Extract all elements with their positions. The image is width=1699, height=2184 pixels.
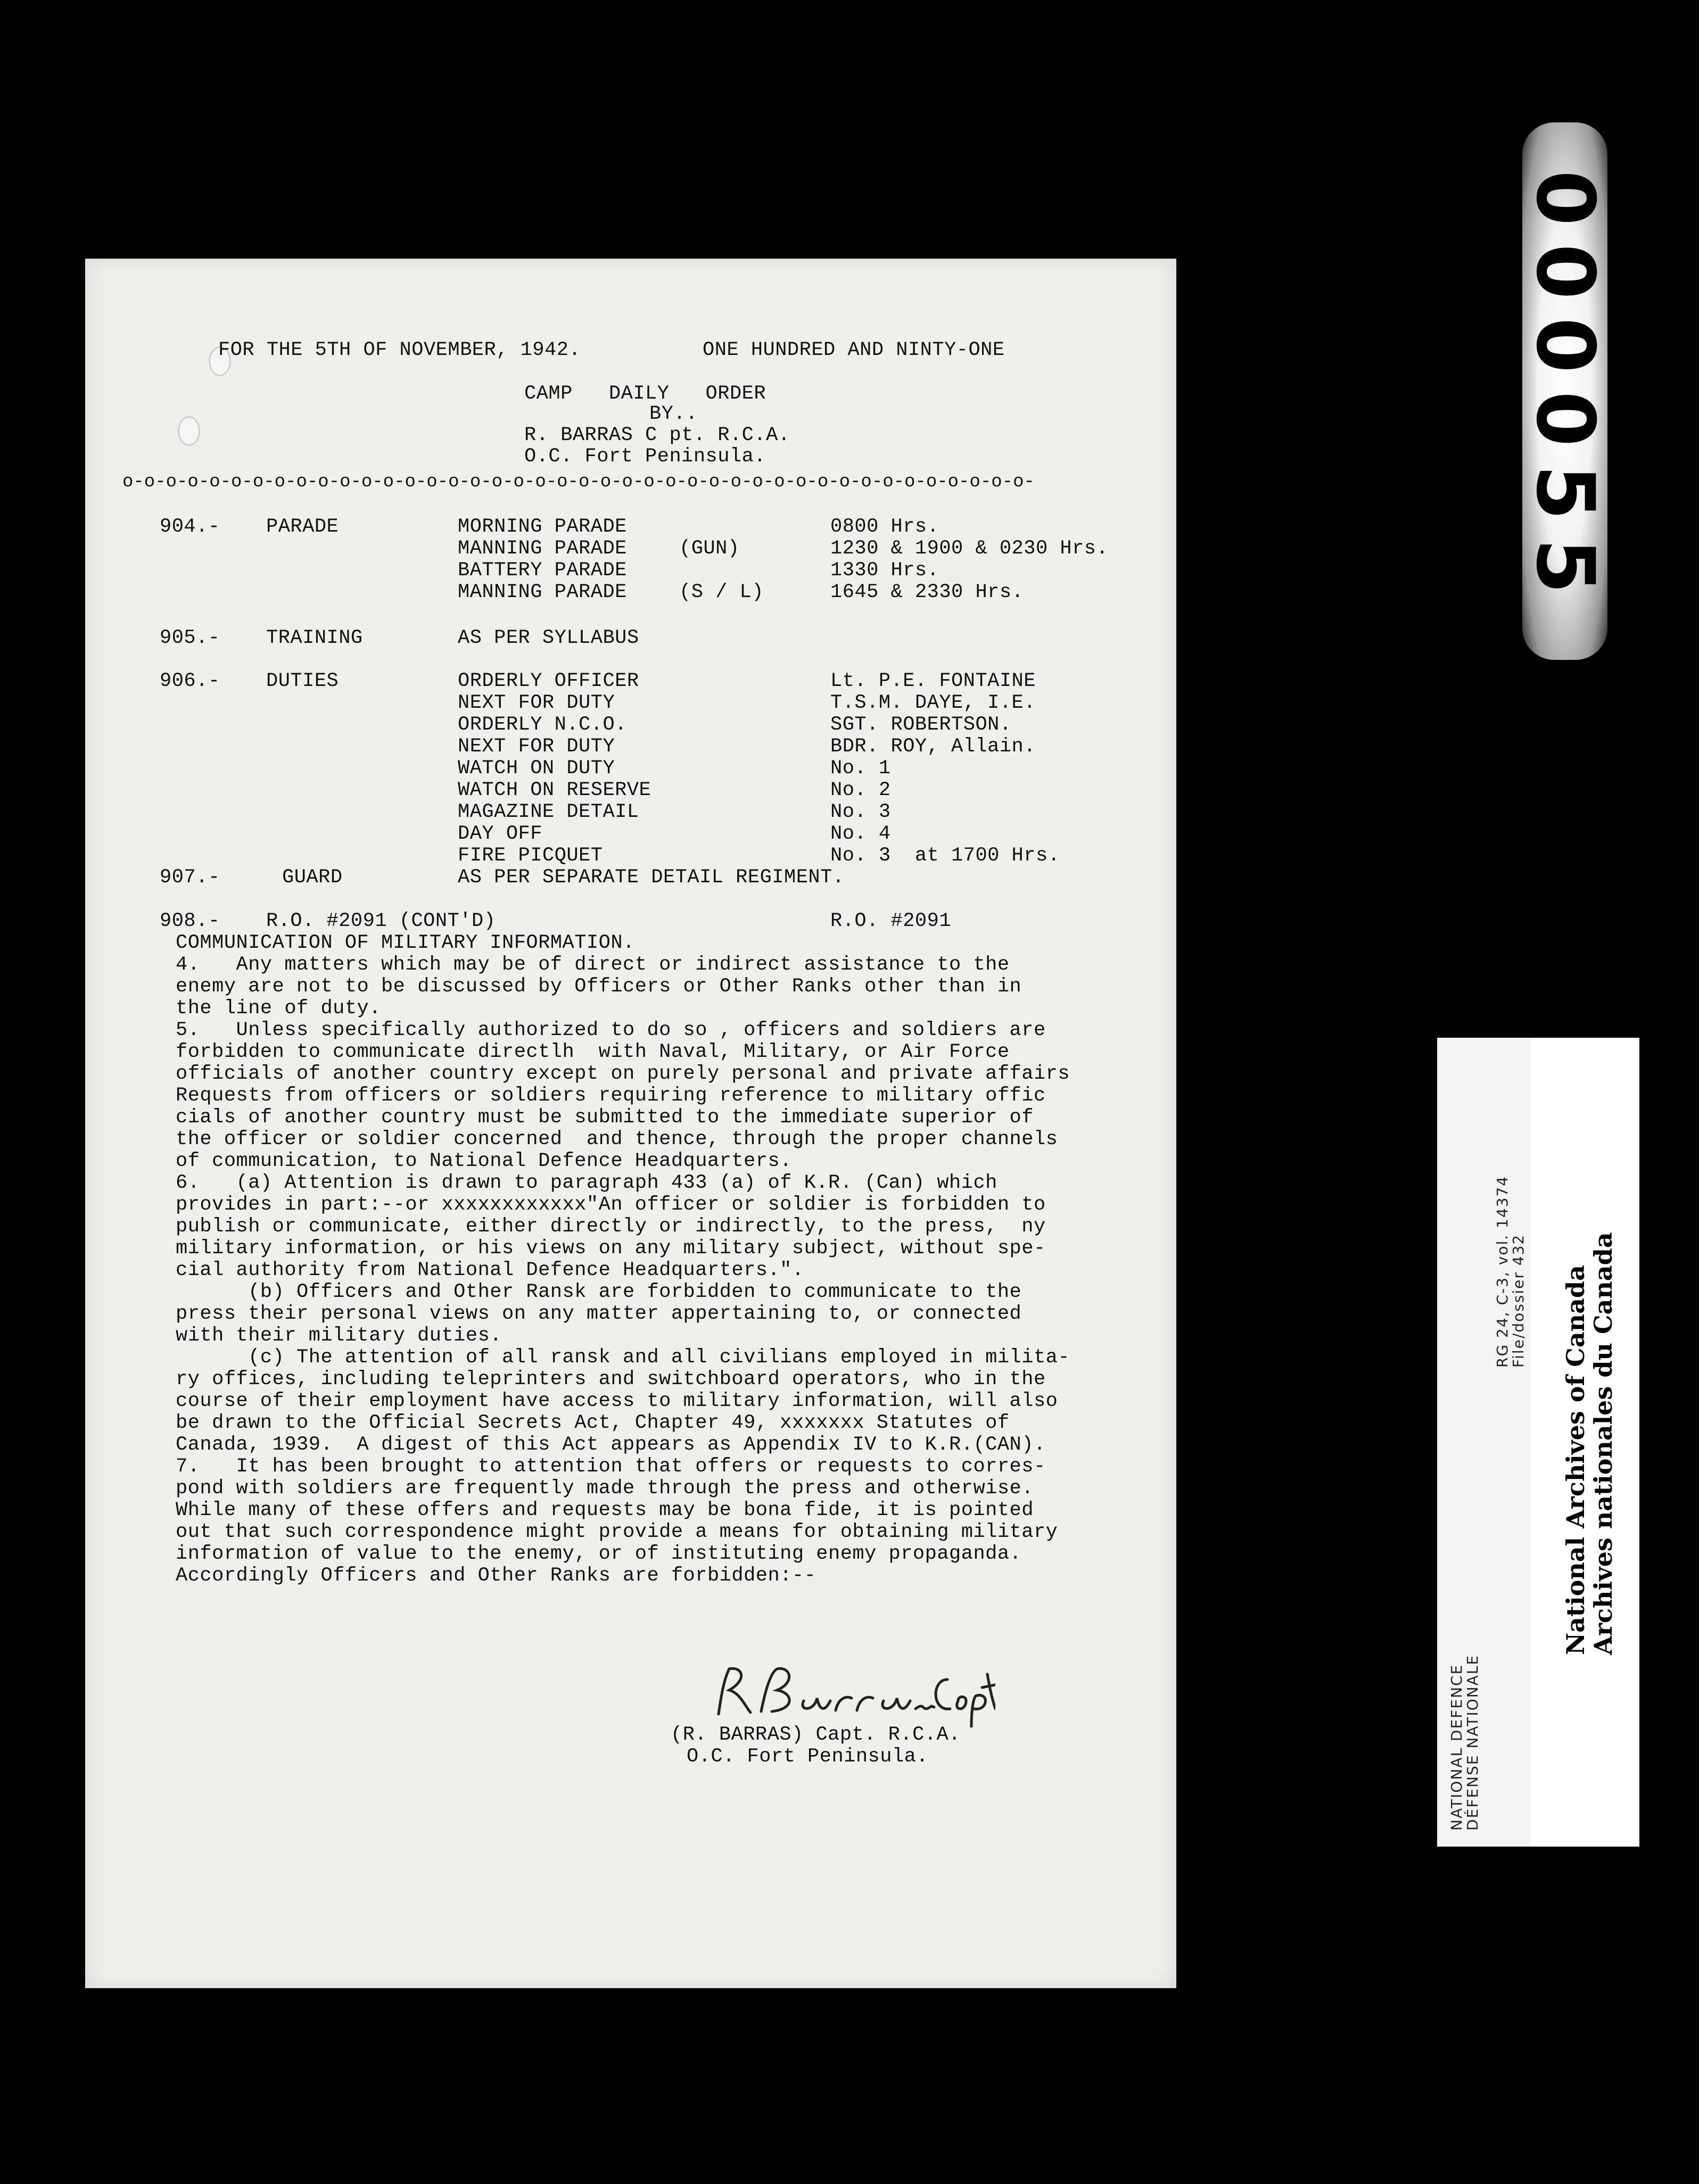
duty-label: WATCH ON DUTY xyxy=(458,757,615,780)
item-number: 907.- xyxy=(160,866,220,889)
record-group-ref: RG 24, C-3, vol. 14374 xyxy=(1494,1175,1511,1368)
item-heading: R.O. #2091 (CONT'D) xyxy=(266,910,496,932)
body-line: 4. Any matters which may be of direct or indirect assistance to the xyxy=(176,954,1010,976)
parade-label: MANNING PARADE xyxy=(458,537,627,560)
body-line: pond with soldiers are frequently made through the press and otherwise. xyxy=(176,1477,1034,1500)
frame-number-stamp xyxy=(1519,122,1611,660)
parade-label: MANNING PARADE xyxy=(458,581,627,603)
frame-number: 000055 xyxy=(1519,170,1611,613)
body-line: provides in part:--or xxxxxxxxxxxx"An officer or soldier is forbidden to xyxy=(176,1194,1046,1216)
item-number: 906.- xyxy=(160,670,220,692)
duty-label: ORDERLY OFFICER xyxy=(458,670,639,692)
issuing-officer: R. BARRAS C pt. R.C.A. xyxy=(524,424,790,446)
body-line: cials of another country must be submitted to the immediate superior of xyxy=(176,1106,1034,1129)
item-heading: PARADE xyxy=(266,516,339,538)
duty-value: No. 1 xyxy=(830,757,891,780)
signatory-name: (R. BARRAS) Capt. R.C.A. xyxy=(671,1724,961,1746)
ro-reference: R.O. #2091 xyxy=(830,910,952,932)
body-line: publish or communicate, either directly or indirectly, to the press, ny xyxy=(176,1215,1046,1238)
body-line: Canada, 1939. A digest of this Act appears as Appendix IV to K.R.(CAN). xyxy=(176,1434,1046,1456)
parade-time: 1230 & 1900 & 0230 Hrs. xyxy=(830,537,1109,560)
body-line: cial authority from National Defence Headquarters.". xyxy=(176,1259,804,1281)
body-line: While many of these offers and requests may be bona fide, it is pointed xyxy=(176,1499,1034,1521)
punch-hole xyxy=(178,416,200,446)
body-line: press their personal views on any matter appertaining to, or connected xyxy=(176,1303,1022,1325)
archive-label xyxy=(1437,1038,1639,1847)
archive-label-right xyxy=(1536,1038,1639,1847)
duty-value: No. 3 xyxy=(830,801,891,823)
duty-value: No. 3 at 1700 Hrs. xyxy=(830,845,1060,867)
body-line: COMMUNICATION OF MILITARY INFORMATION. xyxy=(176,932,635,954)
duty-label: DAY OFF xyxy=(458,823,542,845)
parade-label: BATTERY PARADE xyxy=(458,559,627,582)
guard-text: AS PER SEPARATE DETAIL REGIMENT. xyxy=(458,866,845,889)
body-line: 5. Unless specifically authorized to do so , officers and soldiers are xyxy=(176,1019,1046,1041)
duty-value: BDR. ROY, Allain. xyxy=(830,735,1036,758)
parade-time: 1330 Hrs. xyxy=(830,559,939,582)
duty-label: WATCH ON RESERVE xyxy=(458,779,651,801)
duty-label: MAGAZINE DETAIL xyxy=(458,801,639,823)
body-line: with their military duties. xyxy=(176,1325,502,1347)
page-title: CAMP DAILY ORDER xyxy=(524,383,766,405)
order-body xyxy=(176,932,1070,1587)
archive-label-left xyxy=(1437,1038,1530,1847)
duty-value: No. 4 xyxy=(830,823,891,845)
separator-line: o-o-o-o-o-o-o-o-o-o-o-o-o-o-o-o-o-o-o-o-o-o-o-o-o-o-o-o-o-o-o-o-o-o-o-o-o-o-o-o-o-o- xyxy=(122,472,1035,492)
parade-label: MORNING PARADE xyxy=(458,516,627,538)
item-number: 908.- xyxy=(160,910,220,932)
body-line: out that such correspondence might provide a means for obtaining military xyxy=(176,1521,1058,1543)
body-line: course of their employment have access to military information, will also xyxy=(176,1390,1058,1412)
item-number: 905.- xyxy=(160,627,220,649)
parade-qualifier: (S / L) xyxy=(679,581,764,603)
file-ref: File/dossier 432 xyxy=(1510,1234,1527,1368)
training-text: AS PER SYLLABUS xyxy=(458,627,639,649)
signatory-unit: O.C. Fort Peninsula. xyxy=(687,1745,929,1768)
body-line: be drawn to the Official Secrets Act, Chapter 49, xxxxxxx Statutes of xyxy=(176,1412,1010,1434)
duty-value: Lt. P.E. FONTAINE xyxy=(830,670,1036,692)
body-line: (c) The attention of all ransk and all civilians employed in milita- xyxy=(176,1346,1070,1369)
body-line: the line of duty. xyxy=(176,997,381,1020)
item-heading: GUARD xyxy=(282,866,343,889)
body-line: (b) Officers and Other Ransk are forbidden to communicate to the xyxy=(176,1281,1022,1303)
body-line: Requests from officers or soldiers requiring reference to military offic xyxy=(176,1085,1046,1107)
body-line: the officer or soldier concerned and thence, through the proper channels xyxy=(176,1128,1058,1151)
duty-label: NEXT FOR DUTY xyxy=(458,692,615,714)
department-fr: DÉFENSE NATIONALE xyxy=(1464,1654,1481,1831)
body-line: ry offices, including teleprinters and switchboard operators, who in the xyxy=(176,1368,1046,1391)
department-en: NATIONAL DEFENCE xyxy=(1448,1664,1465,1831)
parade-qualifier: (GUN) xyxy=(679,537,740,560)
body-line: military information, or his views on any military subject, without spe- xyxy=(176,1237,1046,1260)
duty-label: NEXT FOR DUTY xyxy=(458,735,615,758)
order-number: ONE HUNDRED AND NINTY-ONE xyxy=(703,339,1005,361)
duty-label: ORDERLY N.C.O. xyxy=(458,714,627,736)
parade-time: 1645 & 2330 Hrs. xyxy=(830,581,1024,603)
item-number: 904.- xyxy=(160,516,220,538)
body-line: of communication, to National Defence Headquarters. xyxy=(176,1150,792,1172)
body-line: forbidden to communicate directlh with Naval, Military, or Air Force xyxy=(176,1041,1010,1063)
duty-value: SGT. ROBERTSON. xyxy=(830,714,1012,736)
archives-name-en: National Archives of Canada xyxy=(1561,1265,1590,1655)
archives-name-fr: Archives nationales du Canada xyxy=(1589,1232,1618,1655)
body-line: officials of another country except on purely personal and private affairs xyxy=(176,1063,1070,1085)
body-line: 7. It has been brought to attention that offers or requests to corres- xyxy=(176,1455,1046,1478)
body-line: Accordingly Officers and Other Ranks are forbidden:-- xyxy=(176,1565,816,1587)
parade-time: 0800 Hrs. xyxy=(830,516,939,538)
document-page xyxy=(85,259,1176,1988)
item-heading: DUTIES xyxy=(266,670,339,692)
duty-value: No. 2 xyxy=(830,779,891,801)
by-line: BY.. xyxy=(649,403,698,425)
duty-value: T.S.M. DAYE, I.E. xyxy=(830,692,1036,714)
body-line: 6. (a) Attention is drawn to paragraph 433 (a) of K.R. (Can) which xyxy=(176,1172,997,1194)
date-line: FOR THE 5TH OF NOVEMBER, 1942. xyxy=(218,339,581,361)
issuing-unit: O.C. Fort Peninsula. xyxy=(524,445,766,468)
body-line: information of value to the enemy, or of instituting enemy propaganda. xyxy=(176,1543,1022,1565)
body-line: enemy are not to be discussed by Officers or Other Ranks other than in xyxy=(176,975,1022,998)
item-heading: TRAINING xyxy=(266,627,363,649)
handwritten-signature xyxy=(697,1664,995,1727)
duty-label: FIRE PICQUET xyxy=(458,845,603,867)
